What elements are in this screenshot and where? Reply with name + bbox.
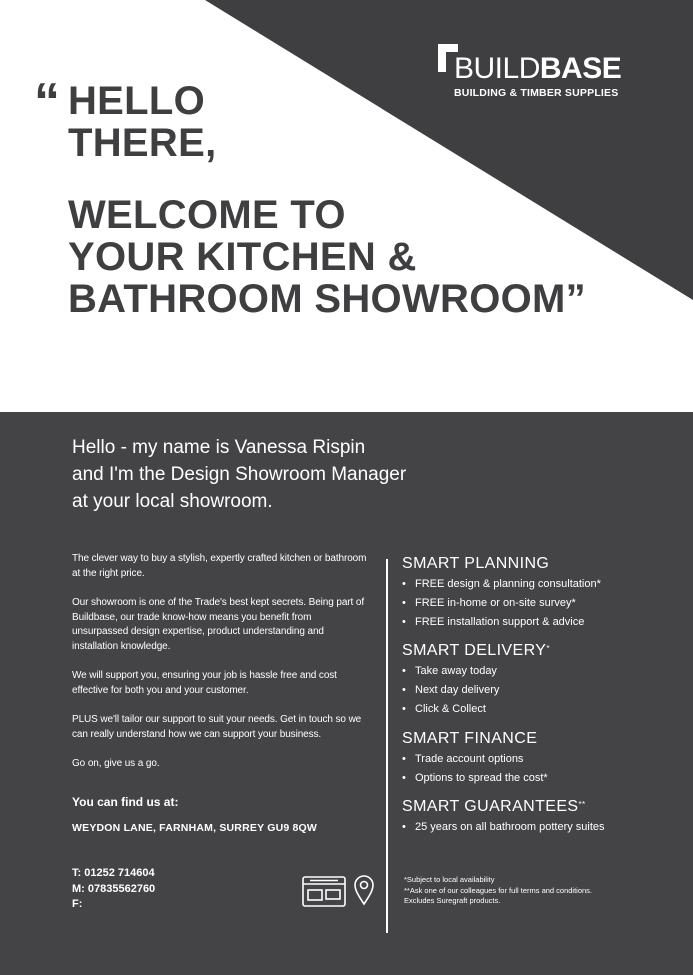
headline-line: HELLO — [68, 79, 206, 123]
body-paragraph: Our showroom is one of the Trade's best kept secrets. Being part of Buildbase, our trade know-how means you benefit from unsurpassed design expertise, product understanding and installation knowledge. — [72, 597, 365, 652]
section-list — [402, 662, 682, 718]
list-item: • FREE installation support & advice — [402, 613, 682, 632]
logo-word-bold: BASE — [539, 52, 622, 85]
fax-number: F: — [72, 898, 83, 910]
info-section — [0, 412, 693, 975]
mobile-number: M: 07835562760 — [72, 882, 156, 895]
shop-icon — [303, 877, 345, 906]
list-item: • FREE in-home or on-site survey* — [402, 594, 682, 613]
list-item: • FREE design & planning consultation* — [402, 575, 682, 594]
headline-line: YOUR KITCHEN & — [68, 235, 417, 279]
open-quote: “ — [34, 73, 60, 131]
smart-planning-section — [402, 553, 682, 631]
phone-number: T: 01252 714604 — [72, 867, 155, 879]
section-list — [402, 750, 682, 788]
body-copy — [72, 552, 368, 787]
intro-text — [72, 434, 492, 515]
headline-greeting — [68, 80, 216, 164]
footnote-mark: * — [546, 644, 550, 654]
footnote: Excludes Suregraft products. — [404, 896, 501, 905]
smart-guarantees-section — [402, 796, 682, 837]
logo-tagline: BUILDING & TIMBER SUPPLIES — [454, 87, 619, 99]
list-item: • Options to spread the cost* — [402, 769, 682, 788]
buildbase-logo — [438, 44, 648, 104]
body-paragraph: We will support you, ensuring your job is hassle free and cost effective for both you and your customer. — [72, 670, 337, 696]
body-paragraph: The clever way to buy a stylish, expertly crafted kitchen or bathroom at the right price. — [72, 553, 367, 579]
headline-welcome — [68, 194, 586, 320]
contact-numbers — [72, 866, 155, 913]
intro-line: at your local showroom. — [72, 491, 273, 512]
headline-line: WELCOME TO — [68, 193, 346, 237]
column-divider — [386, 559, 388, 933]
smart-finance-section — [402, 728, 682, 788]
logo-wordmark — [454, 54, 621, 84]
section-title: SMART PLANNING — [402, 555, 550, 572]
footnote: *Subject to local availability — [404, 875, 495, 884]
section-title-text: SMART DELIVERY — [402, 642, 547, 660]
body-paragraph: Go on, give us a go. — [72, 758, 160, 769]
section-title: SMART FINANCE — [402, 729, 538, 747]
list-item: • Take away today — [402, 662, 682, 681]
section-title-text: SMART GUARANTEES — [402, 798, 579, 816]
logo-word-light: BUILD — [454, 52, 540, 85]
headline-line: BATHROOM SHOWROOM” — [68, 277, 586, 321]
footnote-mark: ** — [578, 800, 586, 810]
footnotes — [404, 875, 674, 907]
location-pin-icon — [355, 876, 373, 904]
section-title — [402, 640, 682, 662]
list-item: • Next day delivery — [402, 681, 682, 700]
section-list — [402, 818, 682, 837]
benefits-column — [402, 553, 682, 846]
contact-icons — [302, 874, 382, 908]
smart-delivery-section — [402, 640, 682, 718]
intro-line: and I'm the Design Showroom Manager — [72, 464, 407, 485]
address: WEYDON LANE, FARNHAM, SURREY GU9 8QW — [72, 822, 318, 834]
section-title — [402, 796, 682, 818]
list-item: • 25 years on all bathroom pottery suites — [402, 818, 682, 837]
list-item: • Click & Collect — [402, 700, 682, 719]
section-list — [402, 575, 682, 631]
find-us-label: You can find us at: — [72, 795, 179, 809]
footnote: **Ask one of our colleagues for full terms and conditions. — [404, 885, 593, 895]
hero-section — [0, 0, 693, 412]
intro-line: Hello - my name is Vanessa Rispin — [72, 437, 366, 458]
body-paragraph: PLUS we'll tailor our support to suit your needs. Get in touch so we can really understand how we can support your business. — [72, 714, 362, 740]
list-item: • Trade account options — [402, 750, 682, 769]
headline-line: THERE, — [68, 121, 217, 165]
